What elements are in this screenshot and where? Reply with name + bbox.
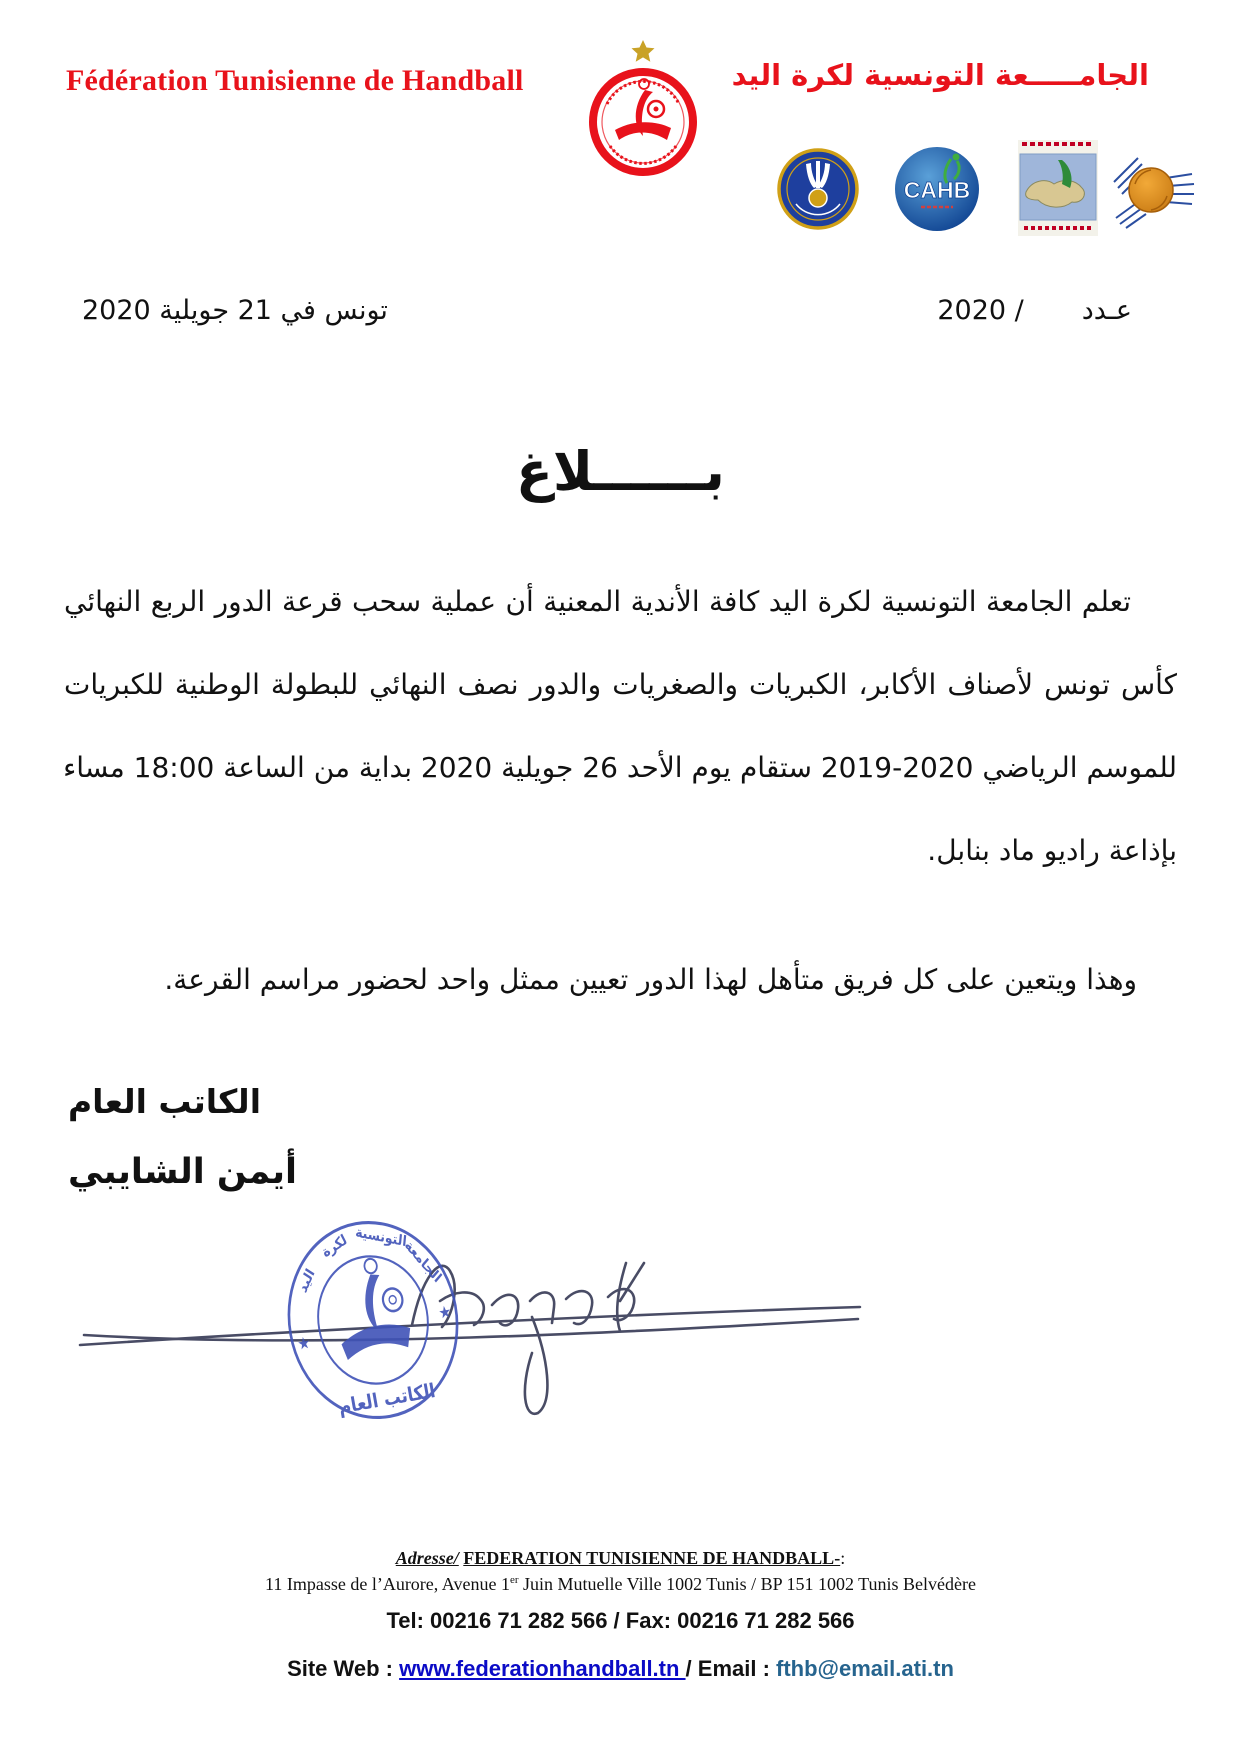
player-swoosh (615, 122, 671, 140)
ref-label: عـدد (1081, 295, 1132, 326)
footer-web-email (0, 1656, 1241, 1682)
stamp-top-text-word: لكرة (319, 1232, 350, 1262)
signature-scribble (80, 1263, 860, 1414)
stamp-top-text-word: التونسية (354, 1224, 408, 1251)
cahb-text: CAHB (903, 177, 971, 203)
footer-address-label: Adresse/ (395, 1548, 459, 1568)
body-line: تعلم الجامعة التونسية لكرة اليد كافة الأندية المعنية أن عملية سحب قرعة الدور الربع النهائي (64, 585, 1131, 618)
signature-title: الكاتب العام (68, 1082, 262, 1121)
official-stamp (274, 1209, 473, 1431)
stamp-star-icon: ★ (295, 1332, 312, 1355)
stamp-player-icon (328, 1254, 414, 1361)
footer-address-sup: er (509, 1574, 519, 1586)
cahb-logo (893, 145, 981, 233)
stamp-and-signature (60, 1205, 940, 1475)
star-icon (632, 40, 655, 62)
arab-handball-federation-logo (1018, 140, 1098, 236)
footer-email-label: / Email : (685, 1656, 777, 1681)
mediterranean-handball-logo (1104, 144, 1196, 236)
stamp-top-text-word: اليد (296, 1266, 319, 1296)
ref-value: / 2020 (937, 295, 1024, 326)
header-org-name-arabic: الجامـــــعة التونسية لكرة اليد (731, 58, 1149, 92)
footer-address (0, 1574, 1241, 1595)
date-line: تونس في 21 جويلية 2020 (82, 295, 388, 326)
footer-site-link[interactable]: www.federationhandball.tn (399, 1656, 686, 1681)
footer-address-text: Juin Mutuelle Ville 1002 Tunis / BP 151 1002 Tunis Belvédère (518, 1574, 976, 1594)
footer-site-label: Site Web : (287, 1656, 400, 1681)
signature-name: أيمن الشايبي (68, 1152, 298, 1192)
stamp-top-text-word: الجامعة (401, 1237, 444, 1287)
footer-line-1 (0, 1548, 1241, 1569)
body-line: بإذاعة راديو ماد بنابل. (927, 834, 1177, 867)
footer-org-name: FEDERATION TUNISIENNE DE HANDBALL- (463, 1548, 841, 1568)
communique-title: بــــــلاغ (516, 440, 725, 503)
header-org-name-french: Fédération Tunisienne de Handball (66, 64, 524, 97)
footer-email[interactable]: fthb@email.ati.tn (776, 1656, 954, 1681)
body-line: للموسم الرياضي 2020-2019 ستقام يوم الأحد 26 جويلية 2020 بداية من الساعة 18:00 مساء (63, 751, 1177, 784)
footer-colon: : (840, 1548, 846, 1568)
fth-logo (588, 34, 698, 176)
ihf-logo (776, 146, 860, 232)
body-line: كأس تونس لأصناف الأكابر، الكبريات والصغريات والدور نصف النهائي للبطولة الوطنية للكبريات (64, 668, 1177, 701)
ref-number-line (937, 295, 1132, 326)
footer-tel-fax: Tel: 00216 71 282 566 / Fax: 00216 71 282 566 (386, 1608, 855, 1633)
body-paragraph-1 (64, 560, 1177, 892)
stamp-bottom-text: الكاتب العام (336, 1379, 438, 1419)
stamp-star-icon: ★ (437, 1301, 453, 1323)
body-paragraph-2: وهذا ويتعين على كل فريق متأهل لهذا الدور تعيين ممثل واحد لحضور مراسم القرعة. (164, 963, 1137, 996)
footer-address-text: 11 Impasse de l’Aurore, Avenue 1 (265, 1574, 510, 1594)
